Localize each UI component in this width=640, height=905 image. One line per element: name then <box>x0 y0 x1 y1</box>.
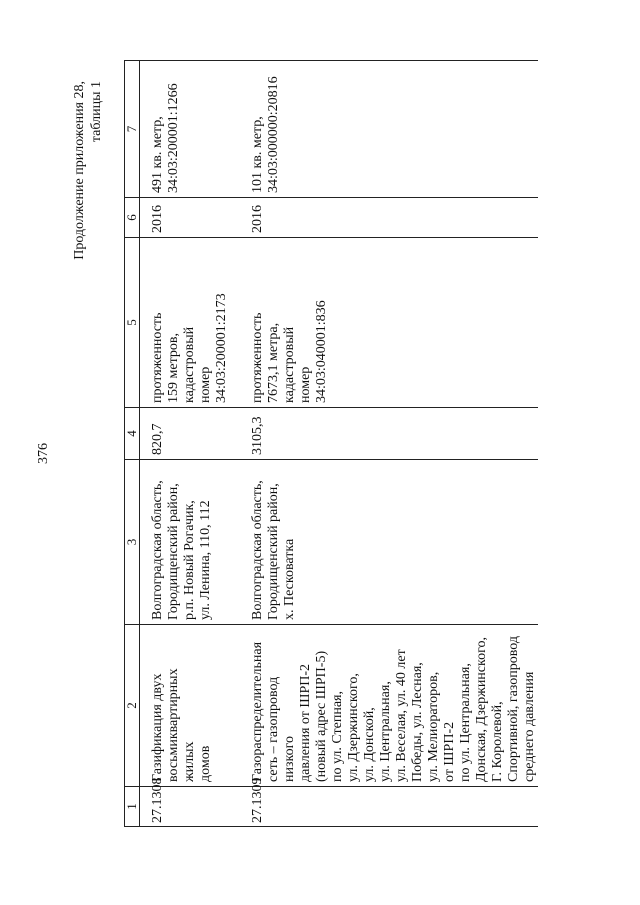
table-row <box>240 61 538 827</box>
column-header: 5 <box>125 238 140 408</box>
object-description: протяженность 7673,1 метра, кадастровый номер 34:03:040001:836 <box>240 238 538 408</box>
object-year: 2016 <box>140 198 241 238</box>
appendix-table <box>124 60 538 827</box>
column-header: 7 <box>125 61 140 198</box>
object-description: протяженность 159 метров, кадастровый номер 34:03:200001:2173 <box>140 238 241 408</box>
object-year: 2016 <box>240 198 538 238</box>
table-caption <box>71 81 105 260</box>
caption-line-2: таблицы 1 <box>89 81 104 143</box>
caption-line-1: Продолжение приложения 28, <box>72 81 87 260</box>
object-address: Волгоградская область, Городищенский район, х. Песковатка <box>240 460 538 625</box>
object-name: Газификация двух восьмиквартирных жилых домов <box>140 625 241 787</box>
land-plot-info: 491 кв. метр, 34:03:200001:1266 <box>140 61 241 198</box>
object-value: 3105,3 <box>240 408 538 460</box>
row-number: 27.1309 <box>240 787 538 827</box>
column-header: 4 <box>125 408 140 460</box>
column-header: 6 <box>125 198 140 238</box>
row-number: 27.1308 <box>140 787 241 827</box>
land-plot-info: 101 кв. метр, 34:03:000000:20816 <box>240 61 538 198</box>
object-value: 820,7 <box>140 408 241 460</box>
table-row <box>140 61 241 827</box>
object-address: Волгоградская область, Городищенский район, р.п. Новый Рогачик, ул. Ленина, 110, 112 <box>140 460 241 625</box>
column-header: 2 <box>125 625 140 787</box>
column-header: 3 <box>125 460 140 625</box>
table-header-row <box>125 61 140 827</box>
object-name: Газораспределительная сеть – газопровод низкого давления от ШРП-2 (новый адрес ШРП-5) по ул. Степная, ул. Дзержинского, ул. Донской, ул. Центральная, ул. Веселая, ул. 40 лет Победы, ул. Лесная, ул. Мелиораторов, от ШРП-2 по ул. Центральная, Донская, Дзержинского, Г. Королевой, Спортивной, газопровод среднего давления <box>240 625 538 787</box>
page-number: 376 <box>36 443 51 464</box>
column-header: 1 <box>125 787 140 827</box>
